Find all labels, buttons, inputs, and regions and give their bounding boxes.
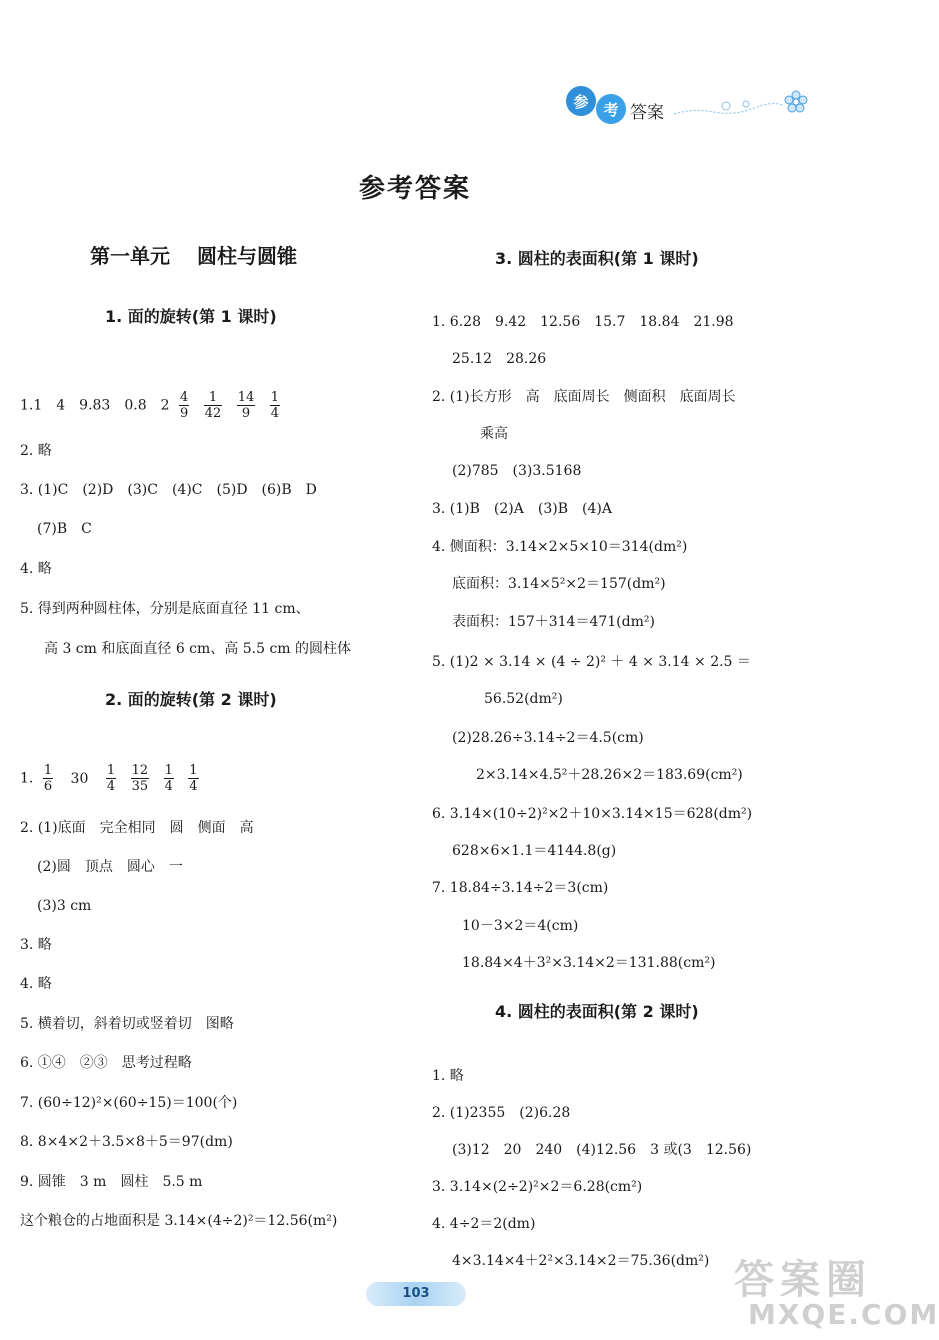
s3-answer-3: 3. (1)B (2)A (3)B (4)A (432, 501, 612, 517)
fraction-denominator: 9 (179, 406, 189, 421)
s3-answer-4-cont-1: 底面积：3.14×5²×2＝157(dm²) (452, 576, 666, 592)
watermark-line-2: MXQE.COM (748, 1298, 939, 1331)
s3-answer-2-cont-2: (2)785 (3)3.5168 (452, 463, 582, 479)
s3-answer-2-cont-1: 乘高 (480, 426, 508, 442)
fraction-denominator: 42 (204, 406, 222, 421)
fraction (106, 763, 116, 794)
s2-answer-3: 3. 略 (20, 937, 52, 953)
s3-answer-7-cont-2: 18.84×4＋3²×3.14×2＝131.88(cm²) (462, 955, 716, 971)
s2-answer-4: 4. 略 (20, 976, 52, 992)
fraction (131, 763, 150, 794)
s1-answer-1 (20, 390, 285, 421)
fraction (164, 763, 174, 794)
s2-answer-9-cont: 这个粮仓的占地面积是 3.14×(4÷2)²＝12.56(m²) (20, 1213, 338, 1229)
s2-answer-8: 8. 8×4×2＋3.5×8＋5＝97(dm) (20, 1134, 233, 1150)
fraction (188, 763, 198, 794)
s3-answer-6-cont: 628×6×1.1＝4144.8(g) (452, 843, 617, 859)
fraction-numerator: 12 (131, 763, 149, 778)
fraction (204, 390, 223, 421)
flower-decoration-icon (664, 88, 814, 124)
fraction-denominator: 9 (241, 406, 251, 421)
section-title-2: 2. 面的旋转(第 2 课时) (105, 690, 277, 709)
s4-answer-1: 1. 略 (432, 1068, 464, 1084)
s2-answer-6: 6. ①④ ②③ 思考过程略 (20, 1055, 192, 1071)
fraction-denominator: 4 (164, 779, 173, 794)
s3-answer-7-cont-1: 10－3×2＝4(cm) (462, 918, 579, 934)
s2-answer-2-cont-2: (3)3 cm (37, 898, 92, 914)
s3-answer-1: 1. 6.28 9.42 12.56 15.7 18.84 21.98 (432, 314, 734, 330)
badge-text: 答案 (630, 103, 664, 123)
page-number: 103 (366, 1282, 466, 1306)
fraction-numerator: 14 (237, 390, 255, 405)
fraction (270, 390, 280, 421)
s4-answer-4: 4. 4÷2＝2(dm) (432, 1216, 536, 1232)
fraction (237, 390, 256, 421)
s3-answer-5: 5. (1)2 × 3.14 × (4 ÷ 2)² ＋ 4 × 3.14 × 2.5 ＝ (432, 654, 751, 670)
s1-answer-4: 4. 略 (20, 561, 52, 577)
page-title: 参考答案 (358, 174, 471, 204)
section-title-1: 1. 面的旋转(第 1 课时) (105, 307, 277, 326)
s3-answer-1-cont: 25.12 28.26 (452, 351, 547, 367)
fraction (179, 390, 189, 421)
badge-char-1: 参 (566, 86, 596, 116)
s3-answer-5-cont-1: 56.52(dm²) (484, 691, 563, 707)
s1-answer-3: 3. (1)C (2)D (3)C (4)C (5)D (6)B D (20, 482, 317, 498)
fraction-denominator: 4 (189, 779, 198, 794)
fraction (43, 763, 53, 794)
watermark-logo (728, 1248, 939, 1338)
s2-answer-5: 5. 横着切，斜着切或竖着切 图略 (20, 1016, 234, 1032)
s1-answer-5-cont: 高 3 cm 和底面直径 6 cm、高 5.5 cm 的圆柱体 (44, 641, 352, 657)
fraction-numerator: 4 (179, 390, 189, 405)
fraction-numerator: 1 (43, 763, 53, 778)
s2-answer-7: 7. (60÷12)²×(60÷15)＝100(个) (20, 1095, 238, 1111)
s4-answer-2: 2. (1)2355 (2)6.28 (432, 1105, 571, 1121)
s1-answer-1-text: 1.1 4 9.83 0.8 2 (20, 397, 170, 414)
fraction-denominator: 35 (131, 779, 149, 794)
s4-answer-3: 3. 3.14×(2÷2)²×2＝6.28(cm²) (432, 1179, 643, 1195)
s2-answer-1-text: 1. (20, 770, 34, 787)
fraction-numerator: 1 (106, 763, 116, 778)
s3-answer-7: 7. 18.84÷3.14÷2＝3(cm) (432, 880, 609, 896)
s2-answer-1 (20, 763, 204, 794)
s1-answer-2: 2. 略 (20, 443, 52, 459)
s2-answer-2-cont-1: (2)圆 顶点 圆心 一 (37, 859, 183, 875)
fraction-numerator: 1 (189, 763, 198, 778)
s2-answer-2: 2. (1)底面 完全相同 圆 侧面 高 (20, 820, 254, 836)
section-title-3: 3. 圆柱的表面积(第 1 课时) (495, 249, 699, 268)
unit-title: 第一单元 圆柱与圆锥 (90, 244, 297, 268)
s1-answer-3-cont: (7)B C (37, 521, 92, 537)
s4-answer-2-cont: (3)12 20 240 (4)12.56 3 或(3 12.56) (452, 1142, 752, 1158)
s3-answer-4: 4. 侧面积：3.14×2×5×10＝314(dm²) (432, 539, 688, 555)
s2-answer-1-mid: 30 (70, 770, 89, 787)
watermark-line-1: 答案圈 (734, 1257, 872, 1303)
fraction-numerator: 1 (270, 390, 279, 405)
s3-answer-2: 2. (1)长方形 高 底面周长 侧面积 底面周长 (432, 389, 736, 405)
s1-answer-5: 5. 得到两种圆柱体，分别是底面直径 11 cm、 (20, 601, 310, 617)
s2-answer-9: 9. 圆锥 3 m 圆柱 5.5 m (20, 1174, 203, 1190)
s3-answer-4-cont-2: 表面积：157＋314＝471(dm²) (452, 614, 655, 630)
fraction-denominator: 4 (106, 779, 116, 794)
fraction-numerator: 1 (204, 390, 223, 406)
s4-answer-4-cont: 4×3.14×4＋2²×3.14×2＝75.36(dm²) (452, 1253, 710, 1269)
badge-char-2: 考 (596, 94, 626, 124)
header-badge (566, 82, 816, 128)
fraction-denominator: 4 (270, 406, 279, 421)
s3-answer-5-cont-2: (2)28.26÷3.14÷2＝4.5(cm) (452, 730, 644, 746)
s3-answer-5-cont-3: 2×3.14×4.5²＋28.26×2＝183.69(cm²) (476, 767, 743, 783)
fraction-denominator: 6 (43, 779, 53, 794)
s3-answer-6: 6. 3.14×(10÷2)²×2＋10×3.14×15＝628(dm²) (432, 806, 753, 822)
fraction-numerator: 1 (164, 763, 173, 778)
section-title-4: 4. 圆柱的表面积(第 2 课时) (495, 1002, 699, 1021)
